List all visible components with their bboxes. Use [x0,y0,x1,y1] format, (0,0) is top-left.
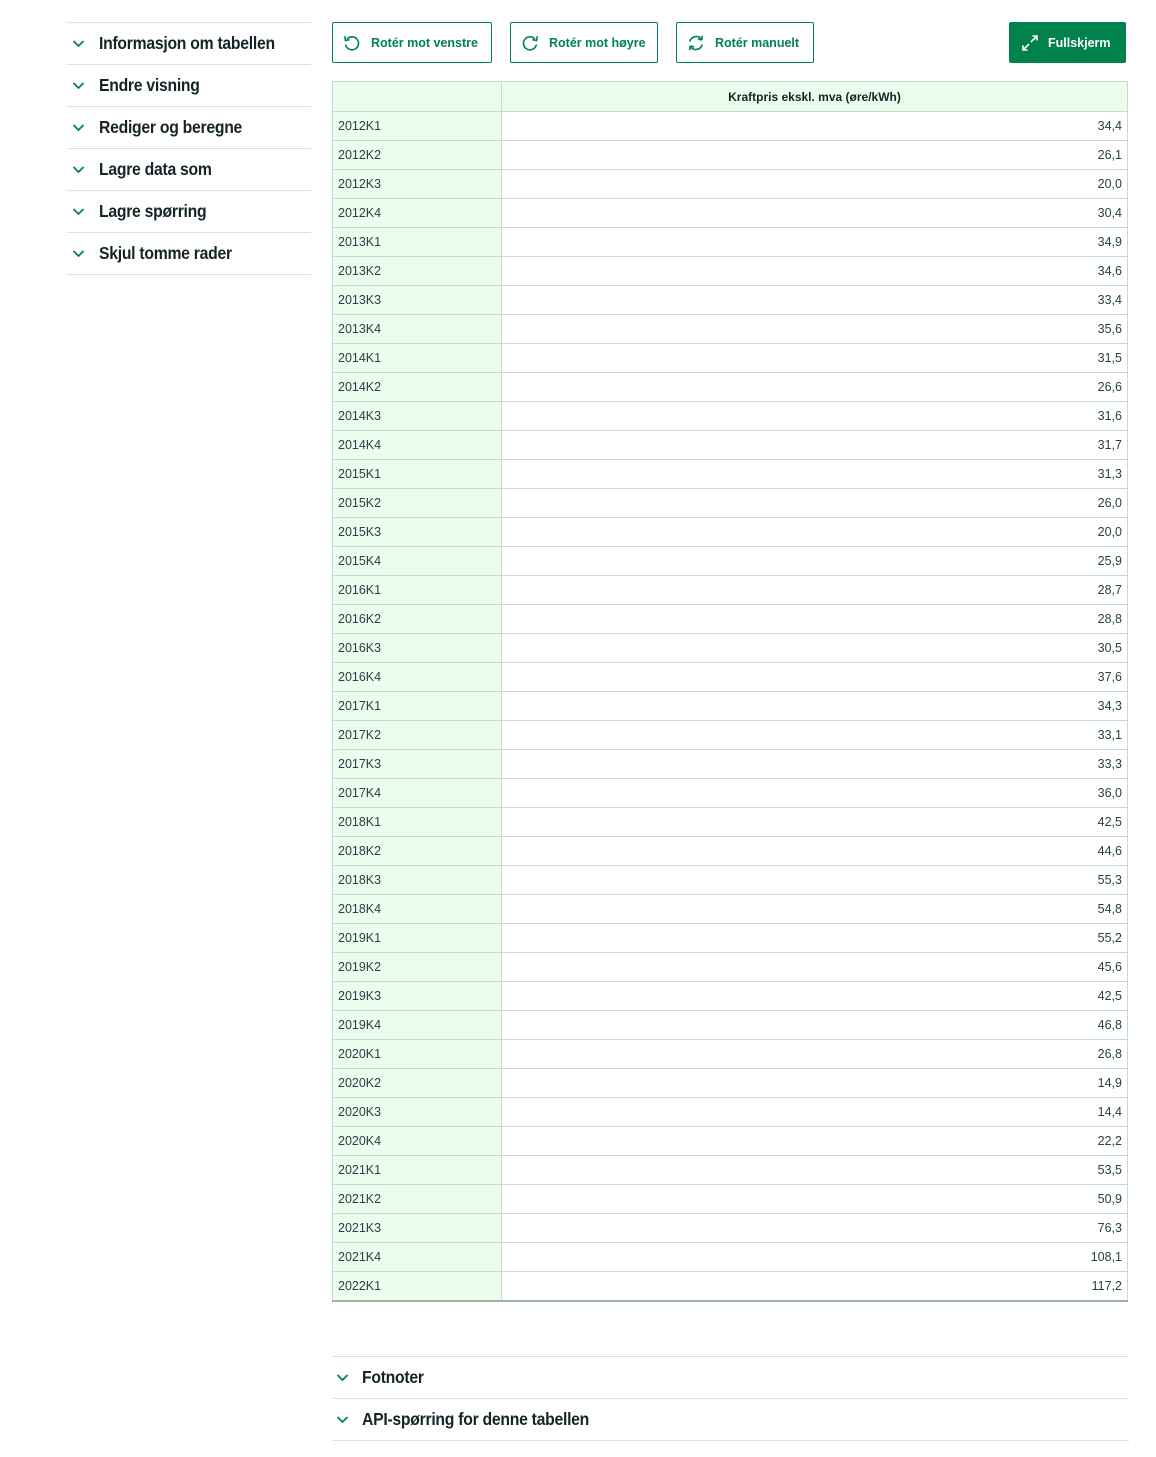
value-cell: 28,8 [502,605,1128,634]
accordion-save-data[interactable] [67,149,311,191]
rotate-left-icon [342,33,362,53]
row-header-cell: 2022K1 [333,1272,502,1301]
chevron-down-icon [72,79,85,92]
table-row [333,1127,1128,1156]
value-cell: 37,6 [502,663,1128,692]
row-header-cell: 2012K2 [333,141,502,170]
row-header-cell: 2014K2 [333,373,502,402]
chevron-down-icon [72,37,85,50]
row-header-cell: 2017K2 [333,721,502,750]
accordion-footnotes[interactable] [332,1357,1129,1399]
table-row [333,1040,1128,1069]
chevron-down-icon [336,1413,349,1426]
value-cell: 76,3 [502,1214,1128,1243]
accordion-label: Informasjon om tabellen [99,33,275,53]
value-cell: 20,0 [502,170,1128,199]
table-row [333,605,1128,634]
accordion-edit-calculate[interactable] [67,107,311,149]
accordion-label: Rediger og beregne [99,117,243,137]
table-row [333,634,1128,663]
table-row [333,402,1128,431]
table-row [333,982,1128,1011]
table-row [333,547,1128,576]
rotate-manual-button[interactable] [676,22,814,63]
accordion-label: Lagre spørring [99,201,207,221]
bottom-accordion [332,1356,1129,1441]
table-row [333,895,1128,924]
row-header-cell: 2020K3 [333,1098,502,1127]
row-header-cell: 2017K3 [333,750,502,779]
row-header-cell: 2020K1 [333,1040,502,1069]
table-row [333,112,1128,141]
table-row [333,315,1128,344]
row-header-cell: 2012K1 [333,112,502,141]
rotate-right-button[interactable] [510,22,658,63]
row-header-cell: 2015K1 [333,460,502,489]
value-cell: 42,5 [502,808,1128,837]
table-row [333,431,1128,460]
chevron-down-icon [72,247,85,260]
value-cell: 31,7 [502,431,1128,460]
accordion-save-query[interactable] [67,191,311,233]
value-cell: 26,8 [502,1040,1128,1069]
table-row [333,721,1128,750]
value-cell: 31,5 [502,344,1128,373]
rotate-left-label: Rotér mot venstre [371,35,478,50]
table-row [333,750,1128,779]
value-cell: 33,4 [502,286,1128,315]
row-header-cell: 2014K1 [333,344,502,373]
accordion-label: Endre visning [99,75,200,95]
row-header-cell: 2020K4 [333,1127,502,1156]
value-cell: 34,3 [502,692,1128,721]
column-header: Kraftpris ekskl. mva (øre/kWh) [502,82,1128,112]
table-row [333,1098,1128,1127]
chevron-down-icon [72,163,85,176]
chevron-down-icon [72,205,85,218]
row-header-cell: 2014K4 [333,431,502,460]
accordion-hide-empty-rows[interactable] [67,233,311,275]
row-header-cell: 2019K3 [333,982,502,1011]
table-row [333,257,1128,286]
row-header-cell: 2013K4 [333,315,502,344]
row-header-cell: 2015K2 [333,489,502,518]
accordion-change-view[interactable] [67,65,311,107]
table-row [333,866,1128,895]
value-cell: 14,4 [502,1098,1128,1127]
value-cell: 31,3 [502,460,1128,489]
value-cell: 34,6 [502,257,1128,286]
value-cell: 45,6 [502,953,1128,982]
row-header-cell: 2018K3 [333,866,502,895]
value-cell: 33,1 [502,721,1128,750]
rotate-left-button[interactable] [332,22,492,63]
row-header-cell: 2013K1 [333,228,502,257]
table-row [333,1272,1128,1301]
row-header-cell: 2016K1 [333,576,502,605]
row-header-cell: 2017K4 [333,779,502,808]
value-cell: 44,6 [502,837,1128,866]
row-header-cell: 2021K2 [333,1185,502,1214]
table-row [333,1214,1128,1243]
accordion-label: Lagre data som [99,159,212,179]
row-header-cell: 2016K3 [333,634,502,663]
row-header-cell: 2021K1 [333,1156,502,1185]
table-row [333,460,1128,489]
value-cell: 30,4 [502,199,1128,228]
chevron-down-icon [72,121,85,134]
row-header-cell: 2012K3 [333,170,502,199]
value-cell: 26,1 [502,141,1128,170]
value-cell: 14,9 [502,1069,1128,1098]
value-cell: 34,9 [502,228,1128,257]
refresh-icon [686,33,706,53]
value-cell: 26,6 [502,373,1128,402]
fullscreen-button[interactable] [1009,22,1126,63]
row-header-cell: 2016K4 [333,663,502,692]
table-row [333,1185,1128,1214]
row-header-cell: 2018K2 [333,837,502,866]
table-row [333,373,1128,402]
row-header-cell: 2013K2 [333,257,502,286]
table-row [333,663,1128,692]
value-cell: 46,8 [502,1011,1128,1040]
table-row [333,1069,1128,1098]
table-row [333,228,1128,257]
row-header-cell: 2012K4 [333,199,502,228]
table-options-accordion [67,22,311,275]
value-cell: 53,5 [502,1156,1128,1185]
value-cell: 20,0 [502,518,1128,547]
table-row [333,170,1128,199]
expand-icon [1020,33,1040,53]
table-header-row [333,82,1128,112]
table-row [333,692,1128,721]
value-cell: 50,9 [502,1185,1128,1214]
accordion-label: Fotnoter [362,1367,424,1387]
row-header-cell: 2016K2 [333,605,502,634]
value-cell: 34,4 [502,112,1128,141]
value-cell: 36,0 [502,779,1128,808]
table-row [333,1011,1128,1040]
data-table-container [332,81,1127,1302]
row-header-cell: 2013K3 [333,286,502,315]
row-header-cell: 2021K4 [333,1243,502,1272]
value-cell: 35,6 [502,315,1128,344]
value-cell: 31,6 [502,402,1128,431]
table-row [333,141,1128,170]
row-header-cell: 2015K3 [333,518,502,547]
value-cell: 108,1 [502,1243,1128,1272]
table-row [333,286,1128,315]
value-cell: 26,0 [502,489,1128,518]
accordion-label: Skjul tomme rader [99,243,232,263]
value-cell: 55,2 [502,924,1128,953]
value-cell: 33,3 [502,750,1128,779]
row-header-cell: 2018K4 [333,895,502,924]
rotate-right-icon [520,33,540,53]
rotate-manual-label: Rotér manuelt [715,35,800,50]
value-cell: 28,7 [502,576,1128,605]
chevron-down-icon [336,1371,349,1384]
row-header-cell: 2015K4 [333,547,502,576]
table-body [333,112,1128,1301]
table-row [333,576,1128,605]
row-header-cell: 2020K2 [333,1069,502,1098]
table-row [333,808,1128,837]
row-header-cell: 2019K2 [333,953,502,982]
table-row [333,1243,1128,1272]
fullscreen-label: Fullskjerm [1048,35,1111,50]
row-header-cell: 2017K1 [333,692,502,721]
value-cell: 30,5 [502,634,1128,663]
value-cell: 117,2 [502,1272,1128,1301]
row-header-cell: 2021K3 [333,1214,502,1243]
table-row [333,344,1128,373]
row-header-cell: 2019K1 [333,924,502,953]
value-cell: 42,5 [502,982,1128,1011]
accordion-api-query[interactable] [332,1399,1129,1441]
table-row [333,1156,1128,1185]
table-row [333,199,1128,228]
data-table [332,81,1128,1302]
value-cell: 22,2 [502,1127,1128,1156]
row-header-cell: 2019K4 [333,1011,502,1040]
table-row [333,953,1128,982]
table-corner-cell [333,82,502,112]
rotate-right-label: Rotér mot høyre [549,35,646,50]
row-header-cell: 2014K3 [333,402,502,431]
table-row [333,518,1128,547]
value-cell: 54,8 [502,895,1128,924]
table-row [333,779,1128,808]
row-header-cell: 2018K1 [333,808,502,837]
value-cell: 55,3 [502,866,1128,895]
accordion-table-info[interactable] [67,23,311,65]
accordion-label: API-spørring for denne tabellen [362,1409,590,1429]
table-row [333,924,1128,953]
table-row [333,489,1128,518]
value-cell: 25,9 [502,547,1128,576]
table-row [333,837,1128,866]
